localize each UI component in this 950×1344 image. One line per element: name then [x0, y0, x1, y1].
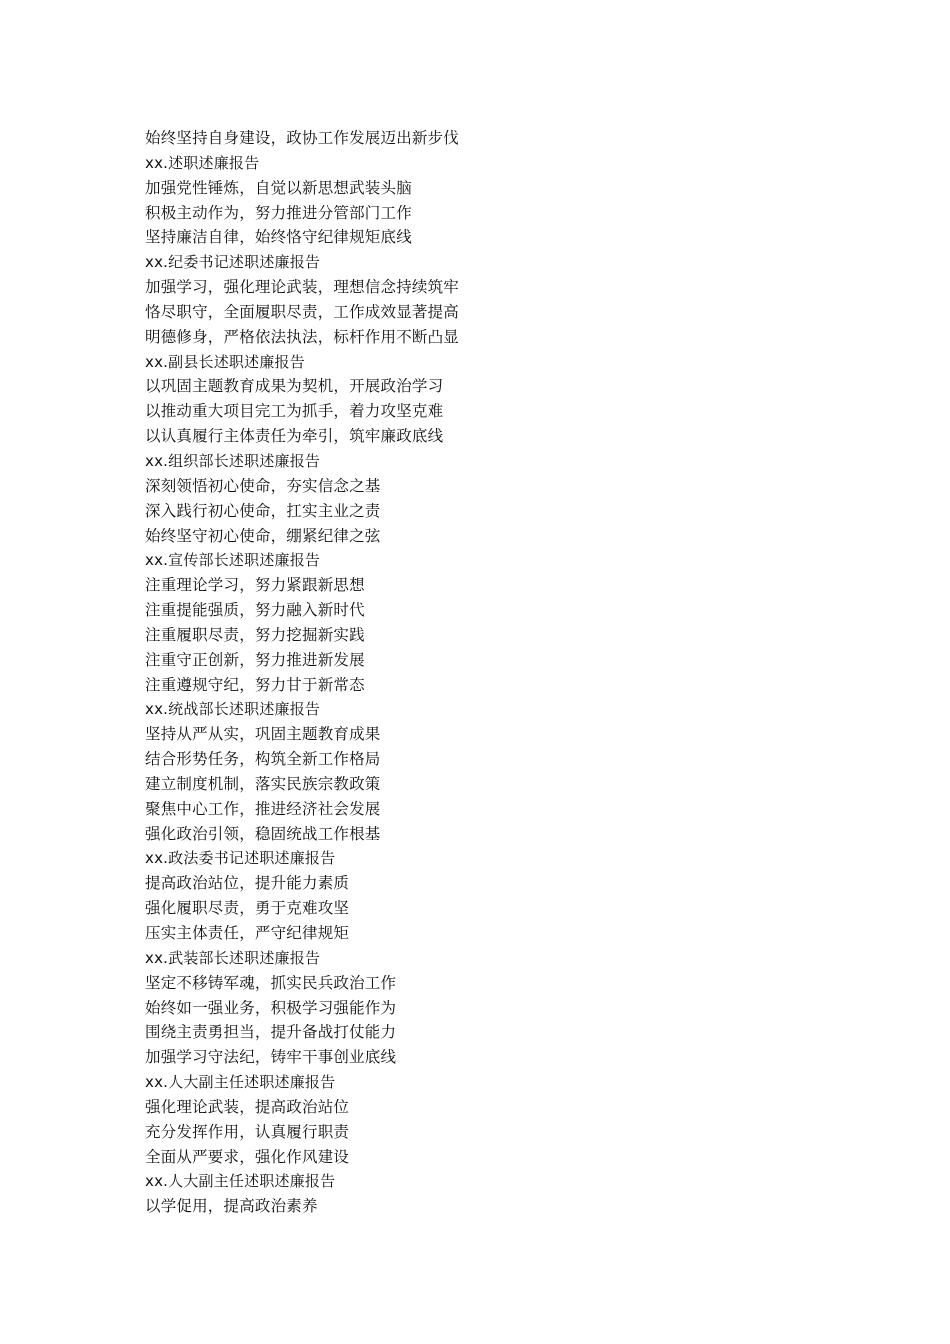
list-item: 注重履职尽责，努力挖掘新实践	[145, 625, 365, 644]
list-item: 明德修身，严格依法执法，标杆作用不断凸显	[145, 327, 460, 346]
list-item: 加强学习守法纪，铸牢干事创业底线	[145, 1048, 397, 1067]
list-item: 注重守正创新，努力推进新发展	[145, 650, 365, 669]
list-item: 始终坚持自身建设，政协工作发展迈出新步伐	[145, 129, 460, 147]
list-item: 加强学习，强化理论武装，理想信念持续筑牢	[145, 278, 460, 297]
list-item: 强化政治引领，稳固统战工作根基	[145, 824, 381, 843]
list-item: 以认真履行主体责任为牵引，筑牢廉政底线	[145, 427, 444, 446]
list-item: 围绕主责勇担当，提升备战打仗能力	[145, 1023, 397, 1042]
list-item: 积极主动作为，努力推进分管部门工作	[145, 203, 412, 222]
list-item: 提高政治站位，提升能力素质	[145, 874, 350, 893]
list-item: 以学促用，提高政治素养	[145, 1197, 318, 1216]
list-item: 深刻领悟初心使命，夯实信念之基	[145, 476, 381, 495]
list-item: 恪尽职守，全面履职尽责，工作成效显著提高	[145, 302, 460, 321]
section-heading: xx.人大副主任述职述廉报告	[145, 1172, 336, 1191]
list-item: 建立制度机制，落实民族宗教政策	[145, 774, 381, 793]
list-item: 聚焦中心工作，推进经济社会发展	[145, 799, 381, 818]
list-item: 始终坚守初心使命，绷紧纪律之弦	[145, 526, 381, 545]
list-item: 注重遵规守纪，努力甘于新常态	[145, 675, 365, 694]
list-item: 结合形势任务，构筑全新工作格局	[145, 750, 381, 769]
section-heading: xx.统战部长述职述廉报告	[145, 700, 321, 719]
list-item: 坚定不移铸军魂，抓实民兵政治工作	[145, 973, 397, 992]
section-heading: xx.宣传部长述职述廉报告	[145, 551, 321, 570]
list-item: 充分发挥作用，认真履行职责	[145, 1122, 350, 1141]
list-item: 坚持廉洁自律，始终恪守纪律规矩底线	[145, 228, 412, 247]
list-item: 始终如一强业务，积极学习强能作为	[145, 998, 397, 1017]
list-item: 注重提能强质，努力融入新时代	[145, 601, 365, 620]
list-item: 压实主体责任，严守纪律规矩	[145, 924, 350, 942]
section-heading: xx.人大副主任述职述廉报告	[145, 1073, 336, 1092]
section-heading: xx.武装部长述职述廉报告	[145, 948, 321, 967]
list-item: 强化履职尽责，勇于克难攻坚	[145, 899, 350, 918]
list-item: 注重理论学习，努力紧跟新思想	[145, 576, 365, 595]
section-heading: xx.政法委书记述职述廉报告	[145, 849, 336, 868]
list-item: 以巩固主题教育成果为契机，开展政治学习	[145, 377, 444, 396]
section-heading: xx.组织部长述职述廉报告	[145, 451, 321, 470]
list-item: 深入践行初心使命，扛实主业之责	[145, 501, 381, 520]
list-item: 坚持从严从实，巩固主题教育成果	[145, 725, 381, 744]
list-item: 加强党性锤炼，自觉以新思想武装头脑	[145, 178, 412, 197]
section-heading: xx.纪委书记述职述廉报告	[145, 253, 321, 272]
document-page	[145, 126, 845, 1219]
section-heading: xx.副县长述职述廉报告	[145, 352, 305, 371]
list-item: 强化理论武装，提高政治站位	[145, 1097, 350, 1116]
list-item: 以推动重大项目完工为抓手，着力攻坚克难	[145, 402, 444, 421]
section-heading: xx.述职述廉报告	[145, 153, 260, 172]
list-item: 全面从严要求，强化作风建设	[145, 1147, 350, 1166]
